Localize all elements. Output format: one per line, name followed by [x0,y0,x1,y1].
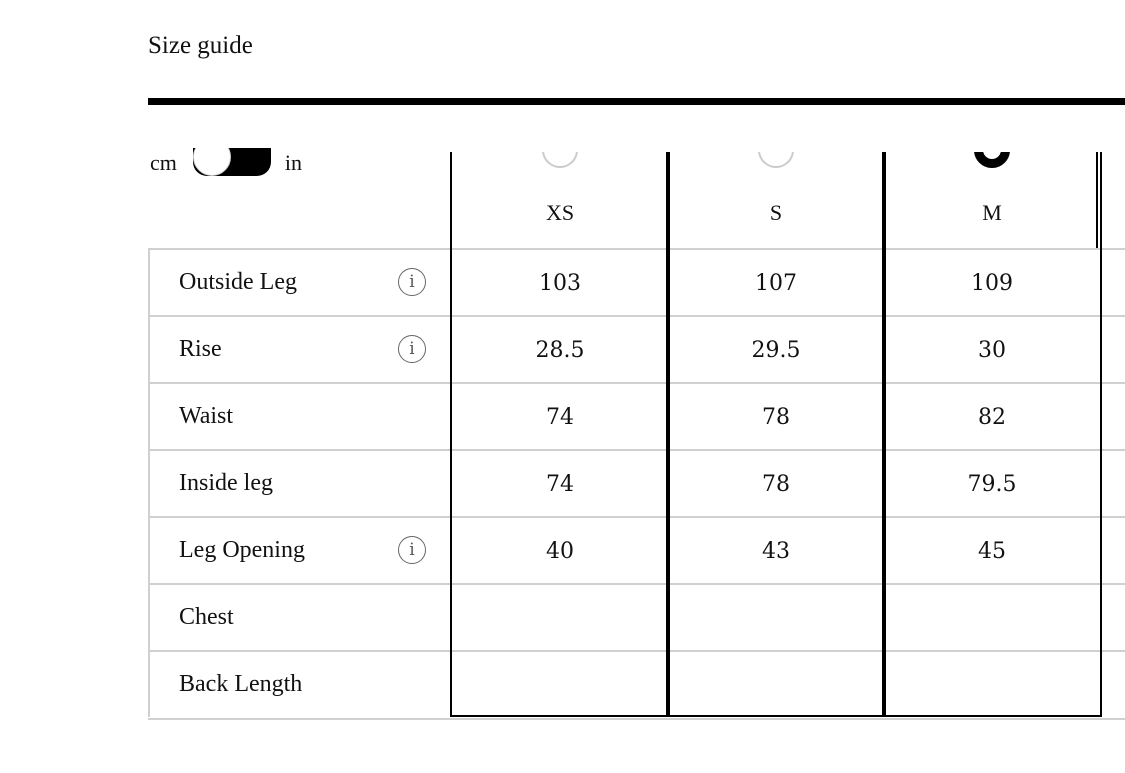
measurement-value: 28.5 [535,338,585,363]
info-icon[interactable]: i [398,268,426,296]
measurement-label: Waist [179,403,234,429]
size-column-header[interactable] [884,152,1100,248]
info-icon[interactable]: i [398,335,426,363]
measurement-value: 103 [539,271,581,296]
measurement-value: 45 [978,539,1006,564]
measurement-value: 29.5 [751,338,801,363]
unit-cm-label[interactable]: cm [150,150,177,175]
measurement-value: 78 [762,405,790,430]
measurement-label: Rise [179,336,222,362]
page-title: Size guide [148,32,253,59]
measurement-value: 74 [546,405,574,430]
table-left-border [148,248,150,717]
size-radio[interactable] [974,152,1010,168]
info-icon[interactable]: i [398,536,426,564]
measurement-value: 78 [762,472,790,497]
unit-switch [150,148,302,178]
measurement-value: 43 [762,539,790,564]
measurement-value: 79.5 [967,472,1017,497]
divider [148,98,1125,105]
measurement-label: Chest [179,604,234,630]
column-divider [1096,152,1098,248]
measurement-label: Outside Leg [179,269,297,295]
measurement-value: 74 [546,472,574,497]
size-label: S [769,200,783,225]
measurement-value: 40 [546,539,574,564]
measurement-value: 109 [971,271,1013,296]
size-column-header[interactable] [452,152,668,248]
measurement-value: 107 [755,271,797,296]
size-label: XS [545,200,575,225]
size-radio[interactable] [542,152,578,168]
size-label: M [982,200,1002,225]
unit-in-label[interactable]: in [284,150,303,175]
measurement-label: Leg Opening [179,537,305,563]
measurement-label: Inside leg [179,470,273,496]
unit-toggle[interactable] [193,148,271,178]
measurement-value: 82 [978,405,1006,430]
size-radio[interactable] [758,152,794,168]
measurement-label: Back Length [179,671,303,697]
measurement-value: 30 [978,338,1006,363]
size-column-header[interactable] [668,152,884,248]
